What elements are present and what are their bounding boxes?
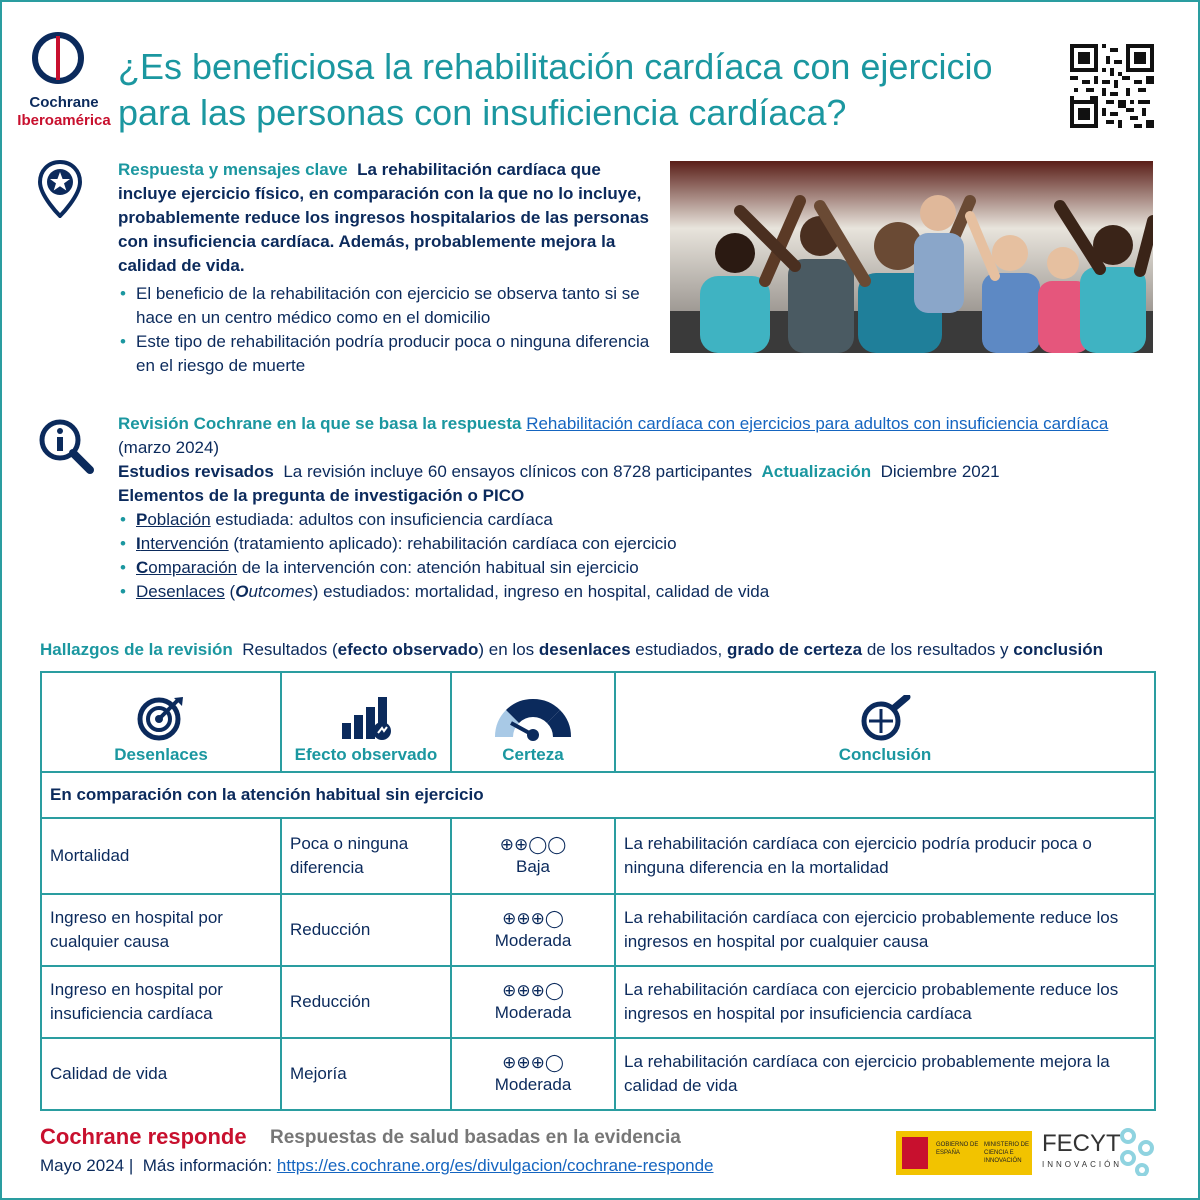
exercise-class-photo	[670, 161, 1153, 353]
pico-text: ) estudiados: mortalidad, ingreso en hospital, calidad de vida	[312, 582, 770, 601]
outcome-cell: Ingreso en hospital por cualquier causa	[41, 894, 281, 966]
outcome-cell: Mortalidad	[41, 818, 281, 894]
pico-letter: I	[136, 534, 141, 553]
conclusion-cell: La rehabilitación cardíaca con ejercicio podría producir poca o ninguna diferencia en la mortalidad	[615, 818, 1155, 894]
key-main-message: La rehabilitación cardíaca que incluye ejercicio físico, en comparación con la que no lo incluye, probablemente reduce los ingresos hospitalarios de las personas con insuficiencia cardíaca. Además, probablemente mejora la calidad de vida.	[118, 160, 649, 275]
header-certainty	[451, 672, 615, 772]
list-item	[136, 532, 1128, 556]
magnifier-info-icon	[38, 418, 94, 474]
pico-word: utcomes	[248, 582, 313, 601]
coat-of-arms-icon	[902, 1137, 928, 1169]
update-label: Actualización	[761, 462, 872, 481]
table-row	[41, 1038, 1155, 1110]
key-bullets	[118, 282, 656, 378]
comparison-label: En comparación con la atención habitual sin ejercicio	[41, 772, 1155, 818]
footer-tagline: Respuestas de salud basadas en la evidencia	[270, 1127, 681, 1148]
header-outcomes	[41, 672, 281, 772]
gauge-icon	[491, 695, 575, 741]
review-heading: Revisión Cochrane en la que se basa la respuesta	[118, 414, 522, 433]
findings-bold: conclusión	[1013, 640, 1104, 659]
table-header-row	[41, 672, 1155, 772]
list-item	[136, 508, 1128, 532]
list-item: • El beneficio de la rehabilitación con ejercicio se observa tanto si se hace en un centro médico como en el domicilio	[136, 282, 656, 330]
findings-text: estudiados,	[630, 640, 727, 659]
pico-word: oblación	[147, 510, 211, 529]
certainty-cell	[451, 818, 615, 894]
footer-info	[40, 1156, 714, 1176]
logo-region: Iberoamérica	[17, 112, 111, 129]
target-icon	[136, 695, 186, 741]
effect-cell: Mejoría	[281, 1038, 451, 1110]
certainty-cell	[451, 1038, 615, 1110]
crosshair-magnifier-icon	[859, 695, 911, 741]
header-label: Conclusión	[838, 745, 932, 764]
certainty-label: Baja	[515, 857, 551, 876]
certainty-cell	[451, 894, 615, 966]
footer-date: Mayo 2024 |	[40, 1156, 134, 1175]
pico-text: de la intervención con: atención habitual sin ejercicio	[237, 558, 639, 577]
map-pin-star-icon	[38, 160, 82, 218]
conclusion-cell: La rehabilitación cardíaca con ejercicio probablemente reduce los ingresos en hospital por cualquier causa	[615, 894, 1155, 966]
footer-url-link[interactable]: https://es.cochrane.org/es/divulgacion/cochrane-responde	[276, 1156, 714, 1175]
table-row	[41, 966, 1155, 1038]
review-date: (marzo 2024)	[118, 438, 220, 457]
effect-cell: Poca o ninguna diferencia	[281, 818, 451, 894]
certainty-symbols: ⊕⊕◯◯	[499, 835, 567, 854]
ministry-label: MINISTERIO DE CIENCIA E INNOVACIÓN	[984, 1142, 1030, 1164]
key-heading: Respuesta y mensajes clave	[118, 160, 348, 179]
findings-text: Resultados (	[242, 640, 338, 659]
fecyt-subtitle: INNOVACIÓN	[1042, 1160, 1123, 1169]
conclusion-cell: La rehabilitación cardíaca con ejercicio probablemente mejora la calidad de vida	[615, 1038, 1155, 1110]
findings-bold: desenlaces	[538, 640, 631, 659]
cochrane-logo-bar	[56, 36, 60, 80]
header-effect	[281, 672, 451, 772]
bar-chart-icon	[338, 695, 394, 741]
pico-text: estudiada: adultos con insuficiencia cardíaca	[210, 510, 553, 529]
certainty-symbols: ⊕⊕⊕◯	[502, 1053, 564, 1072]
list-item	[136, 556, 1128, 580]
table-row	[41, 818, 1155, 894]
header-label: Desenlaces	[114, 745, 208, 764]
header-label: Efecto observado	[294, 745, 438, 764]
pico-word: ntervención	[140, 534, 229, 553]
pico-list	[118, 508, 1128, 604]
studies-text: La revisión incluye 60 ensayos clínicos con 8728 participantes	[283, 462, 753, 481]
certainty-label: Moderada	[494, 931, 572, 950]
certainty-label: Moderada	[494, 1075, 572, 1094]
footer-more: Más información:	[142, 1156, 273, 1175]
effect-cell: Reducción	[281, 966, 451, 1038]
pico-text: (	[224, 582, 236, 601]
comparison-row	[41, 772, 1155, 818]
findings-intro	[40, 640, 1160, 660]
findings-bold: grado de certeza	[726, 640, 863, 659]
findings-heading: Hallazgos de la revisión	[40, 640, 233, 659]
footer-brand: Cochrane responde	[40, 1124, 247, 1149]
pico-letter: C	[136, 558, 149, 577]
findings-text: de los resultados y	[862, 640, 1014, 659]
fecyt-molecule-icon	[1118, 1128, 1154, 1176]
certainty-symbols: ⊕⊕⊕◯	[502, 909, 564, 928]
pico-word: omparación	[148, 558, 238, 577]
pico-heading: Elementos de la pregunta de investigación o PICO	[118, 486, 525, 505]
pico-word: Desenlaces	[136, 582, 225, 601]
conclusion-cell: La rehabilitación cardíaca con ejercicio probablemente reduce los ingresos en hospital por insuficiencia cardíaca	[615, 966, 1155, 1038]
pico-letter: P	[136, 510, 148, 529]
government-logo	[896, 1131, 1032, 1175]
outcome-cell: Calidad de vida	[41, 1038, 281, 1110]
list-item: • Este tipo de rehabilitación podría producir poca o ninguna diferencia en el riesgo de muerte	[136, 330, 656, 378]
findings-bold: efecto observado	[337, 640, 479, 659]
review-link[interactable]: Rehabilitación cardíaca con ejercicios para adultos con insuficiencia cardíaca	[526, 414, 1109, 433]
results-table	[40, 671, 1156, 1111]
logo-name: Cochrane	[29, 94, 99, 111]
list-item	[136, 580, 1128, 604]
outcome-cell: Ingreso en hospital por insuficiencia cardíaca	[41, 966, 281, 1038]
qr-code-icon	[1070, 44, 1154, 128]
gov-label: GOBIERNO DE ESPAÑA	[936, 1142, 979, 1156]
key-messages	[118, 158, 656, 378]
studies-label: Estudios revisados	[118, 462, 274, 481]
header-label: Certeza	[502, 745, 564, 764]
effect-cell: Reducción	[281, 894, 451, 966]
header-conclusion	[615, 672, 1155, 772]
table-row	[41, 894, 1155, 966]
pico-text: (tratamiento aplicado): rehabilitación cardíaca con ejercicio	[228, 534, 677, 553]
pico-letter: O	[235, 582, 249, 601]
certainty-cell	[451, 966, 615, 1038]
certainty-symbols: ⊕⊕⊕◯	[502, 981, 564, 1000]
page-title: ¿Es beneficiosa la rehabilitación cardíaca con ejercicio para las personas con insuficiencia cardíaca?	[118, 46, 993, 133]
findings-text: ) en los	[478, 640, 539, 659]
certainty-label: Moderada	[494, 1003, 572, 1022]
fecyt-logo: FECYT	[1042, 1130, 1121, 1157]
review-info	[118, 412, 1128, 604]
update-text: Diciembre 2021	[880, 462, 1000, 481]
